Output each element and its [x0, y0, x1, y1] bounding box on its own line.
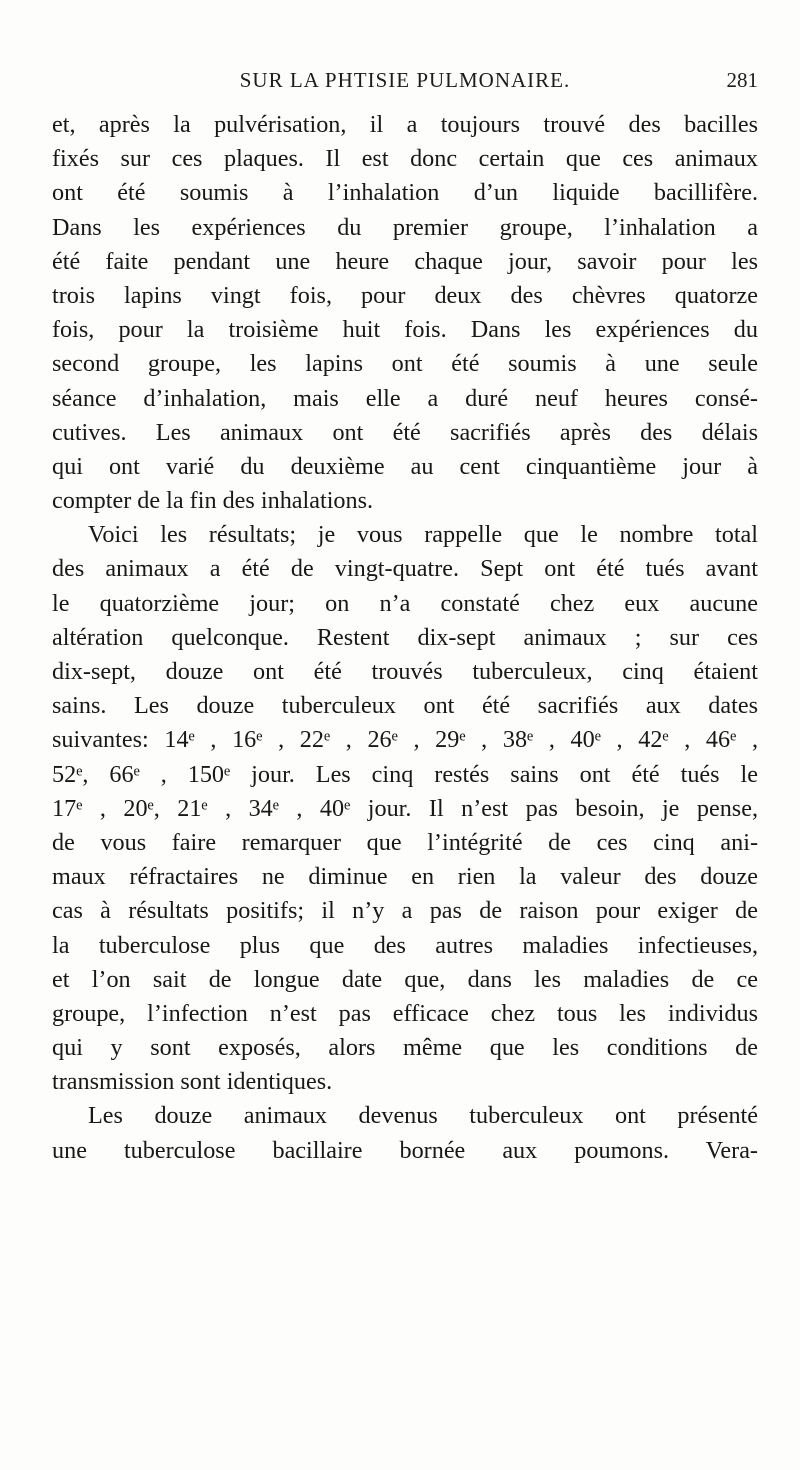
text-line: transmission sont identiques.: [52, 1068, 333, 1096]
text-line: 17ᵉ , 20ᵉ, 21ᵉ , 34ᵉ , 40ᵉ jour. Il n’est pas besoin, je pense,: [52, 794, 758, 822]
text-line: groupe, l’infection n’est pas efficace chez tous les individus: [52, 999, 758, 1027]
text-line: Voici les résultats; je vous rappelle que le nombre total: [88, 521, 758, 549]
text-line: la tuberculose plus que des autres maladies infectieuses,: [52, 931, 758, 959]
page-number: 281: [726, 68, 758, 92]
text-line: suivantes: 14ᵉ , 16ᵉ , 22ᵉ , 26ᵉ , 29ᵉ , 38ᵉ , 40ᵉ , 42ᵉ , 46ᵉ ,: [52, 726, 758, 754]
text-line: Dans les expériences du premier groupe, l’inhalation a: [52, 213, 758, 241]
text-line: ont été soumis à l’inhalation d’un liquide bacillifère.: [52, 179, 758, 207]
text-line: fois, pour la troisième huit fois. Dans les expériences du: [52, 316, 758, 344]
running-head: [52, 68, 758, 98]
text-line: fixés sur ces plaques. Il est donc certain que ces animaux: [52, 145, 758, 173]
text-line: trois lapins vingt fois, pour deux des chèvres quatorze: [52, 281, 758, 309]
text-line: qui y sont exposés, alors même que les conditions de: [52, 1034, 758, 1062]
text-line: été faite pendant une heure chaque jour, savoir pour les: [52, 247, 758, 275]
text-line: altération quelconque. Restent dix-sept animaux ; sur ces: [52, 623, 758, 651]
text-line: qui ont varié du deuxième au cent cinquantième jour à: [52, 452, 758, 480]
text-line: compter de la fin des inhalations.: [52, 487, 374, 515]
text-line: cutives. Les animaux ont été sacrifiés après des délais: [52, 418, 758, 446]
text-line: 52ᵉ, 66ᵉ , 150ᵉ jour. Les cinq restés sains ont été tués le: [52, 760, 758, 788]
text-line: cas à résultats positifs; il n’y a pas de raison pour exiger de: [52, 897, 758, 925]
text-line: Les douze animaux devenus tuberculeux ont présenté: [88, 1102, 758, 1130]
text-line: dix-sept, douze ont été trouvés tuberculeux, cinq étaient: [52, 658, 758, 685]
body-text: [52, 108, 758, 1168]
text-line: le quatorzième jour; on n’a constaté chez eux aucune: [52, 589, 758, 617]
text-line: second groupe, les lapins ont été soumis à une seule: [52, 350, 758, 378]
text-line: des animaux a été de vingt-quatre. Sept ont été tués avant: [52, 555, 758, 583]
text-line: maux réfractaires ne diminue en rien la valeur des douze: [52, 863, 758, 891]
running-title: SUR LA PHTISIE PULMONAIRE.: [239, 68, 571, 92]
text-line: sains. Les douze tuberculeux ont été sacrifiés aux dates: [52, 692, 758, 720]
text-line: et, après la pulvérisation, il a toujours trouvé des bacilles: [52, 111, 758, 138]
text-line: une tuberculose bacillaire bornée aux poumons. Vera-: [52, 1136, 758, 1164]
text-line: séance d’inhalation, mais elle a duré neuf heures consé-: [52, 384, 758, 412]
text-line: et l’on sait de longue date que, dans les maladies de ce: [52, 965, 758, 993]
text-line: de vous faire remarquer que l’intégrité de ces cinq ani-: [52, 828, 758, 856]
